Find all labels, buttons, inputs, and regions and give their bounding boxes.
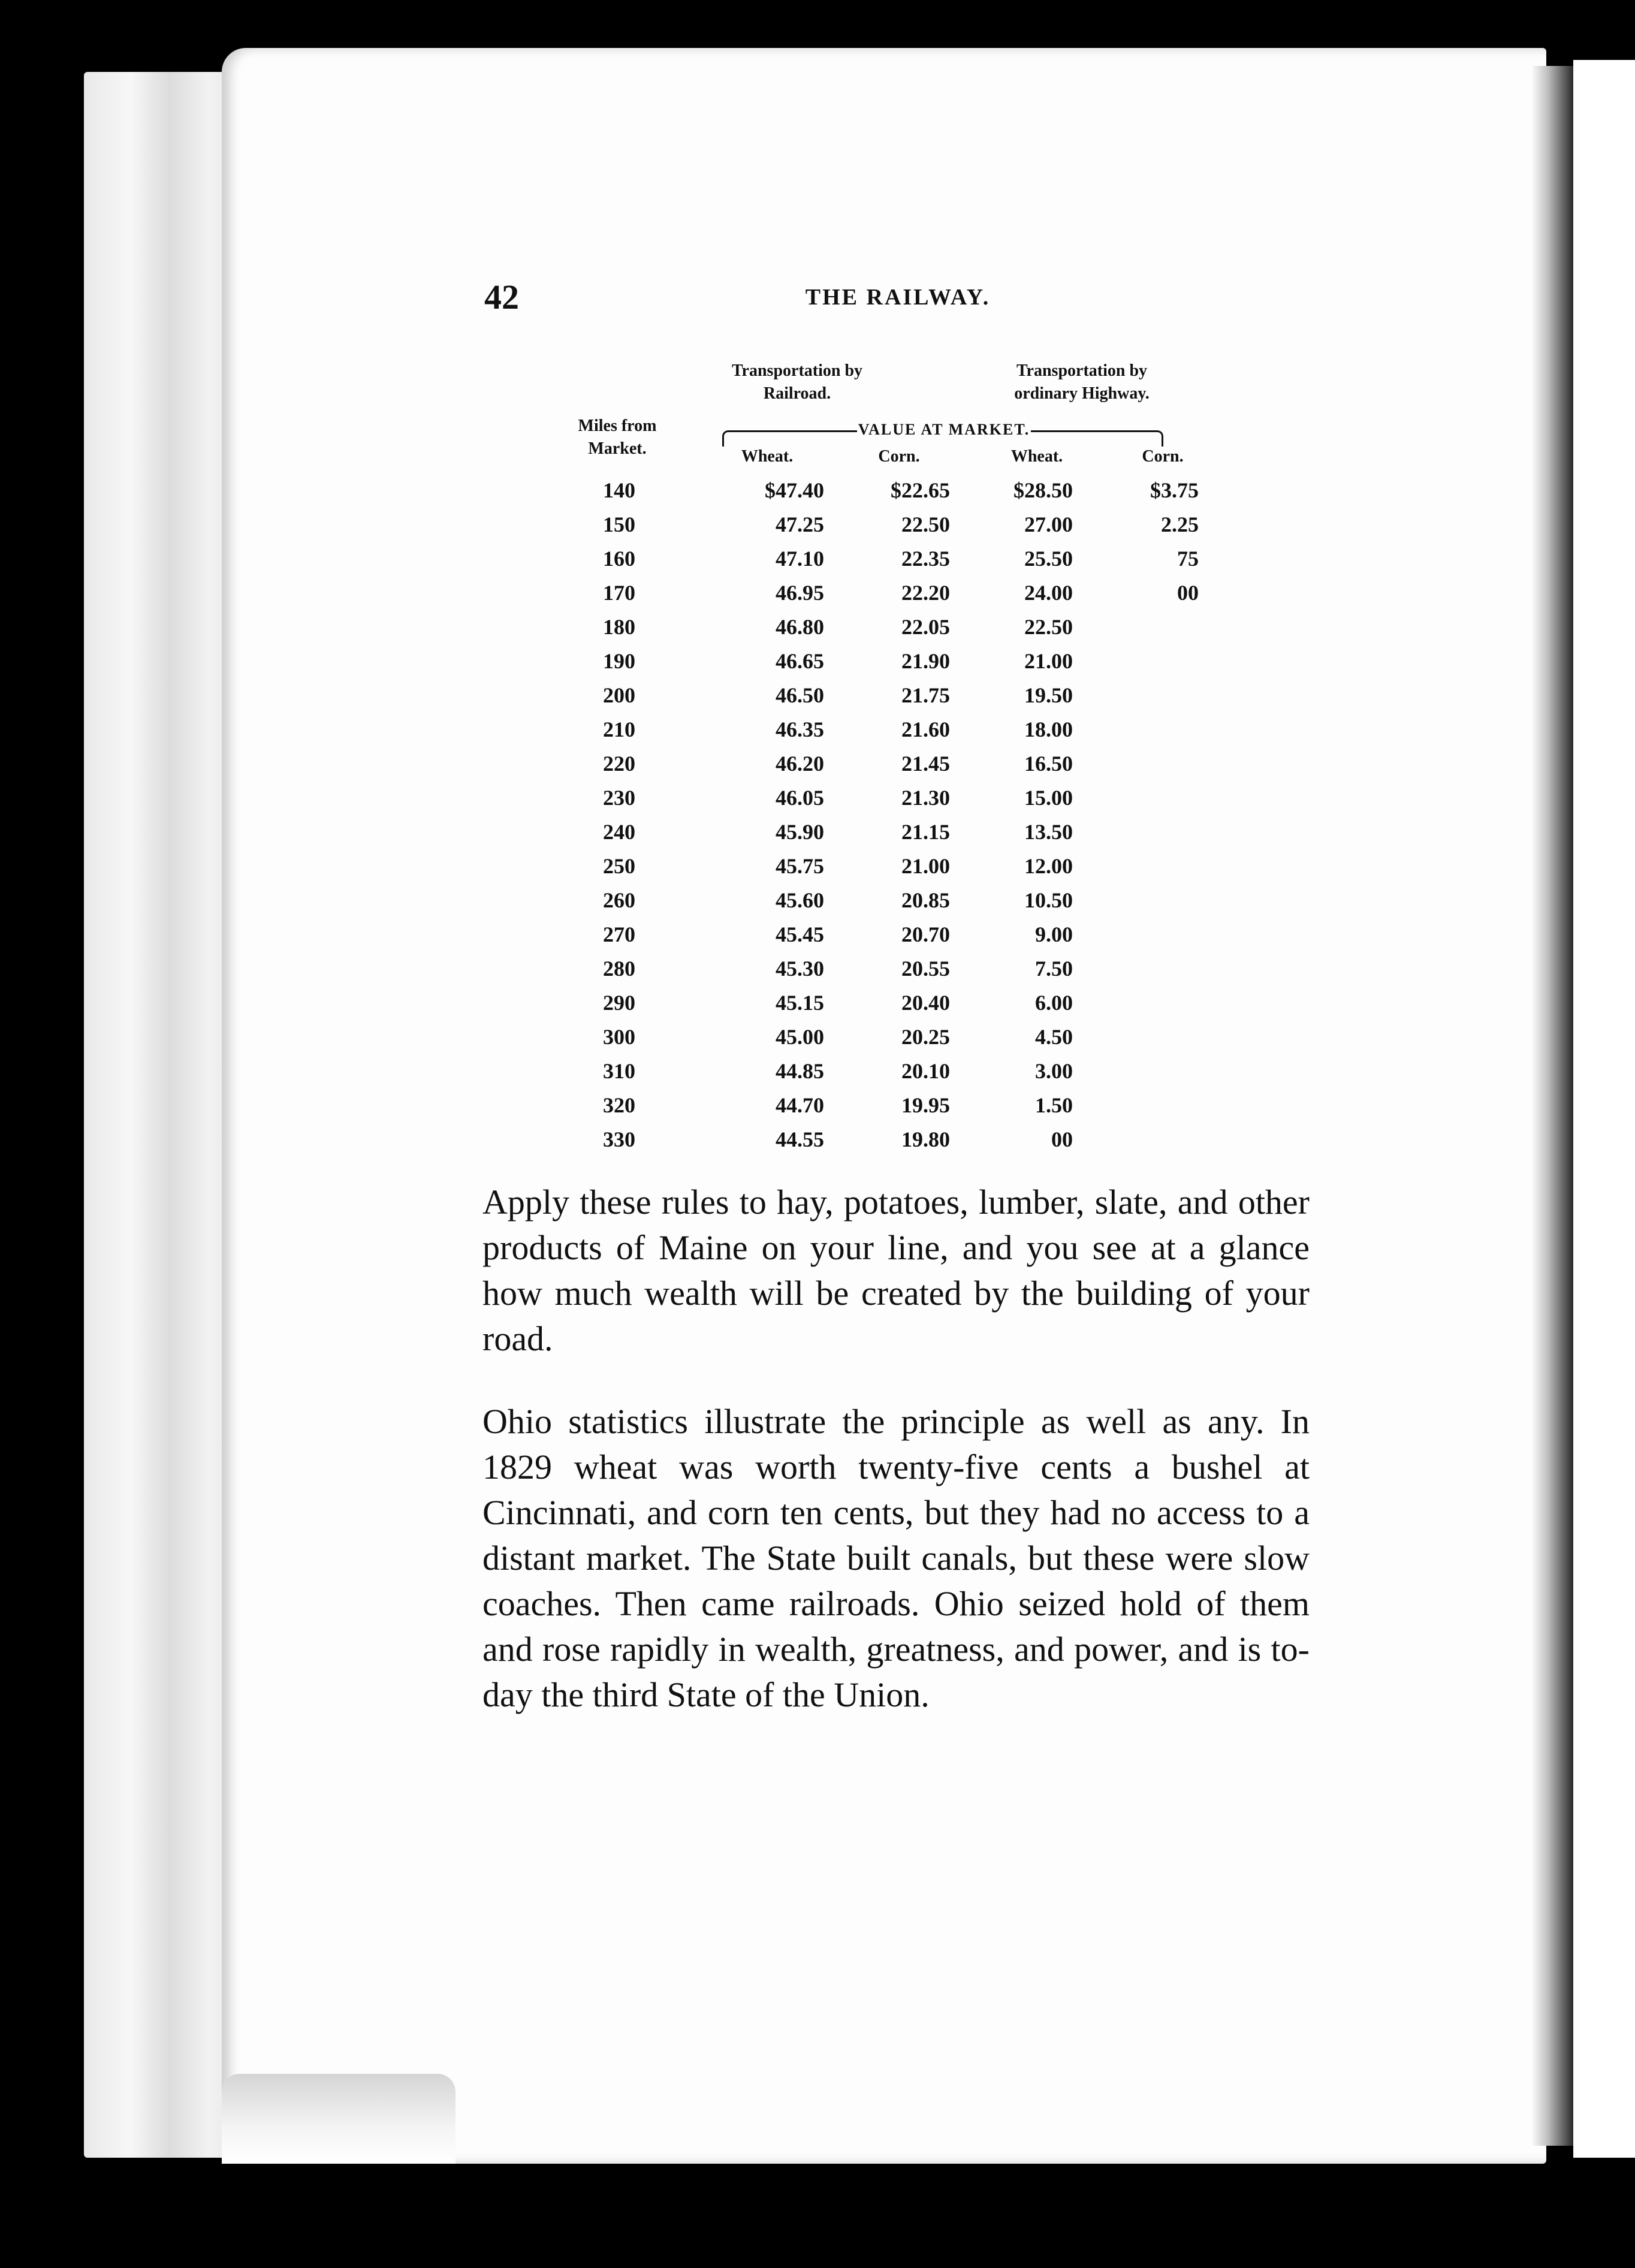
railroad-corn-cell: 20.25 bbox=[901, 1025, 950, 1049]
table-row bbox=[563, 542, 1229, 576]
miles-cell: 300 bbox=[603, 1025, 635, 1049]
table-row bbox=[563, 883, 1229, 918]
railroad-corn-cell: 20.40 bbox=[901, 991, 950, 1015]
railroad-wheat-cell: 45.90 bbox=[776, 820, 824, 844]
table-row bbox=[563, 952, 1229, 986]
running-head: THE RAILWAY. bbox=[805, 285, 991, 310]
railroad-corn-cell: 19.95 bbox=[901, 1093, 950, 1117]
miles-cell: 210 bbox=[603, 717, 635, 741]
railroad-wheat-cell: 45.00 bbox=[776, 1025, 824, 1049]
highway-wheat-cell: 18.00 bbox=[1024, 717, 1073, 741]
table-row bbox=[563, 473, 1229, 508]
highway-wheat-cell: 7.50 bbox=[1035, 957, 1073, 981]
miles-cell: 290 bbox=[603, 991, 635, 1015]
railroad-corn-cell: 21.00 bbox=[901, 854, 950, 878]
miles-cell: 170 bbox=[603, 581, 635, 605]
wheat-railroad-subheading: Wheat. bbox=[741, 447, 794, 466]
paragraph-apply-rules: Apply these rules to hay, potatoes, lumber, slate, and other products of Maine on your line, and you see at a glance how much wealth will be created by the building of your road. bbox=[482, 1183, 1310, 1358]
corn-highway-subheading: Corn. bbox=[1142, 447, 1184, 466]
miles-cell: 320 bbox=[603, 1093, 635, 1117]
railroad-wheat-cell: 44.55 bbox=[776, 1127, 824, 1151]
highway-wheat-cell: 6.00 bbox=[1035, 991, 1073, 1015]
table-row bbox=[563, 678, 1229, 713]
railroad-corn-cell: 22.05 bbox=[901, 615, 950, 639]
body-text bbox=[482, 1180, 1310, 1755]
highway-wheat-cell: 00 bbox=[1051, 1127, 1073, 1151]
table-row bbox=[563, 1123, 1229, 1157]
railroad-corn-cell: 21.15 bbox=[901, 820, 950, 844]
railroad-wheat-cell: 46.05 bbox=[776, 786, 824, 810]
highway-wheat-cell: 15.00 bbox=[1024, 786, 1073, 810]
table-row bbox=[563, 1020, 1229, 1054]
highway-wheat-cell: 21.00 bbox=[1024, 649, 1073, 673]
railroad-wheat-cell: 46.95 bbox=[776, 581, 824, 605]
railroad-corn-cell: 21.90 bbox=[901, 649, 950, 673]
railroad-corn-cell: 20.55 bbox=[901, 957, 950, 981]
table-row bbox=[563, 508, 1229, 542]
railroad-corn-cell: 20.70 bbox=[901, 922, 950, 946]
miles-cell: 200 bbox=[603, 683, 635, 707]
railroad-wheat-cell: 46.20 bbox=[776, 752, 824, 776]
railroad-column-heading: Transportation by Railroad. bbox=[731, 361, 863, 403]
page-corner-curl bbox=[222, 2074, 455, 2164]
railroad-wheat-cell: 46.50 bbox=[776, 683, 824, 707]
miles-cell: 160 bbox=[603, 547, 635, 571]
railroad-corn-cell: $22.65 bbox=[891, 478, 950, 502]
highway-wheat-cell: 3.00 bbox=[1035, 1059, 1073, 1083]
wheat-highway-subheading: Wheat. bbox=[1010, 447, 1063, 466]
railroad-wheat-cell: 44.70 bbox=[776, 1093, 824, 1117]
railroad-wheat-cell: $47.40 bbox=[765, 478, 824, 502]
miles-cell: 330 bbox=[603, 1127, 635, 1151]
railroad-wheat-cell: 47.10 bbox=[776, 547, 824, 571]
railroad-wheat-cell: 45.45 bbox=[776, 922, 824, 946]
railroad-corn-cell: 21.75 bbox=[901, 683, 950, 707]
table-row bbox=[563, 747, 1229, 781]
highway-wheat-cell: 9.00 bbox=[1035, 922, 1073, 946]
table-row bbox=[563, 849, 1229, 883]
facing-page-edge bbox=[1573, 60, 1635, 2158]
table-body bbox=[563, 473, 1229, 1157]
miles-column-heading: Miles from Market. bbox=[578, 417, 657, 458]
highway-corn-cell: $3.75 bbox=[1150, 478, 1199, 502]
highway-wheat-cell: 24.00 bbox=[1024, 581, 1073, 605]
page-number: 42 bbox=[484, 278, 519, 316]
railroad-corn-cell: 21.45 bbox=[901, 752, 950, 776]
miles-cell: 180 bbox=[603, 615, 635, 639]
value-at-market-label: VALUE AT MARKET. bbox=[857, 420, 1031, 440]
highway-corn-cell: 2.25 bbox=[1161, 512, 1199, 536]
miles-cell: 230 bbox=[603, 786, 635, 810]
table-row bbox=[563, 576, 1229, 610]
railroad-wheat-cell: 47.25 bbox=[776, 512, 824, 536]
railroad-wheat-cell: 45.15 bbox=[776, 991, 824, 1015]
railroad-corn-cell: 22.35 bbox=[901, 547, 950, 571]
railroad-corn-cell: 21.30 bbox=[901, 786, 950, 810]
table-row bbox=[563, 986, 1229, 1020]
table-row bbox=[563, 644, 1229, 678]
railroad-wheat-cell: 46.35 bbox=[776, 717, 824, 741]
miles-cell: 270 bbox=[603, 922, 635, 946]
highway-wheat-cell: 16.50 bbox=[1024, 752, 1073, 776]
miles-cell: 140 bbox=[603, 478, 635, 502]
miles-cell: 260 bbox=[603, 888, 635, 912]
table-row bbox=[563, 610, 1229, 644]
highway-column-heading: Transportation by ordinary Highway. bbox=[1014, 361, 1150, 403]
paragraph-ohio-statistics: Ohio statistics illustrate the principle as well as any. In 1829 wheat was worth twenty-five cents a bushel at Cincinnati, and corn ten cents, but they had no access to a distant market. The State built canals, but these were slow coaches. Then came railroads. Ohio seized hold of them and rose rapidly in wealth, greatness, and power, and is to-day the third State of the Union. bbox=[482, 1402, 1310, 1714]
corn-railroad-subheading: Corn. bbox=[878, 447, 920, 466]
miles-cell: 220 bbox=[603, 752, 635, 776]
highway-wheat-cell: 12.00 bbox=[1024, 854, 1073, 878]
railroad-wheat-cell: 45.30 bbox=[776, 957, 824, 981]
highway-wheat-cell: 19.50 bbox=[1024, 683, 1073, 707]
miles-cell: 310 bbox=[603, 1059, 635, 1083]
railroad-wheat-cell: 46.65 bbox=[776, 649, 824, 673]
table-row bbox=[563, 815, 1229, 849]
gutter-shadow bbox=[1531, 66, 1573, 2146]
highway-wheat-cell: 22.50 bbox=[1024, 615, 1073, 639]
highway-wheat-cell: 10.50 bbox=[1024, 888, 1073, 912]
table-row bbox=[563, 713, 1229, 747]
miles-cell: 190 bbox=[603, 649, 635, 673]
railroad-corn-cell: 20.85 bbox=[901, 888, 950, 912]
table-row bbox=[563, 781, 1229, 815]
table-row bbox=[563, 1088, 1229, 1123]
highway-wheat-cell: 25.50 bbox=[1024, 547, 1073, 571]
railroad-wheat-cell: 45.75 bbox=[776, 854, 824, 878]
highway-wheat-cell: 1.50 bbox=[1035, 1093, 1073, 1117]
miles-cell: 250 bbox=[603, 854, 635, 878]
railroad-corn-cell: 22.50 bbox=[901, 512, 950, 536]
highway-wheat-cell: 27.00 bbox=[1024, 512, 1073, 536]
highway-wheat-cell: $28.50 bbox=[1013, 478, 1073, 502]
miles-cell: 240 bbox=[603, 820, 635, 844]
value-table bbox=[563, 360, 1229, 1157]
table-row bbox=[563, 1054, 1229, 1088]
highway-corn-cell: 75 bbox=[1177, 547, 1199, 571]
railroad-wheat-cell: 44.85 bbox=[776, 1059, 824, 1083]
miles-cell: 150 bbox=[603, 512, 635, 536]
miles-cell: 280 bbox=[603, 957, 635, 981]
highway-wheat-cell: 4.50 bbox=[1035, 1025, 1073, 1049]
table-row bbox=[563, 918, 1229, 952]
book-page-edges bbox=[84, 72, 240, 2158]
railroad-wheat-cell: 46.80 bbox=[776, 615, 824, 639]
railroad-corn-cell: 21.60 bbox=[901, 717, 950, 741]
highway-corn-cell: 00 bbox=[1177, 581, 1199, 605]
railroad-corn-cell: 20.10 bbox=[901, 1059, 950, 1083]
railroad-corn-cell: 22.20 bbox=[901, 581, 950, 605]
railroad-wheat-cell: 45.60 bbox=[776, 888, 824, 912]
page-header bbox=[484, 277, 1311, 325]
railroad-corn-cell: 19.80 bbox=[901, 1127, 950, 1151]
highway-wheat-cell: 13.50 bbox=[1024, 820, 1073, 844]
